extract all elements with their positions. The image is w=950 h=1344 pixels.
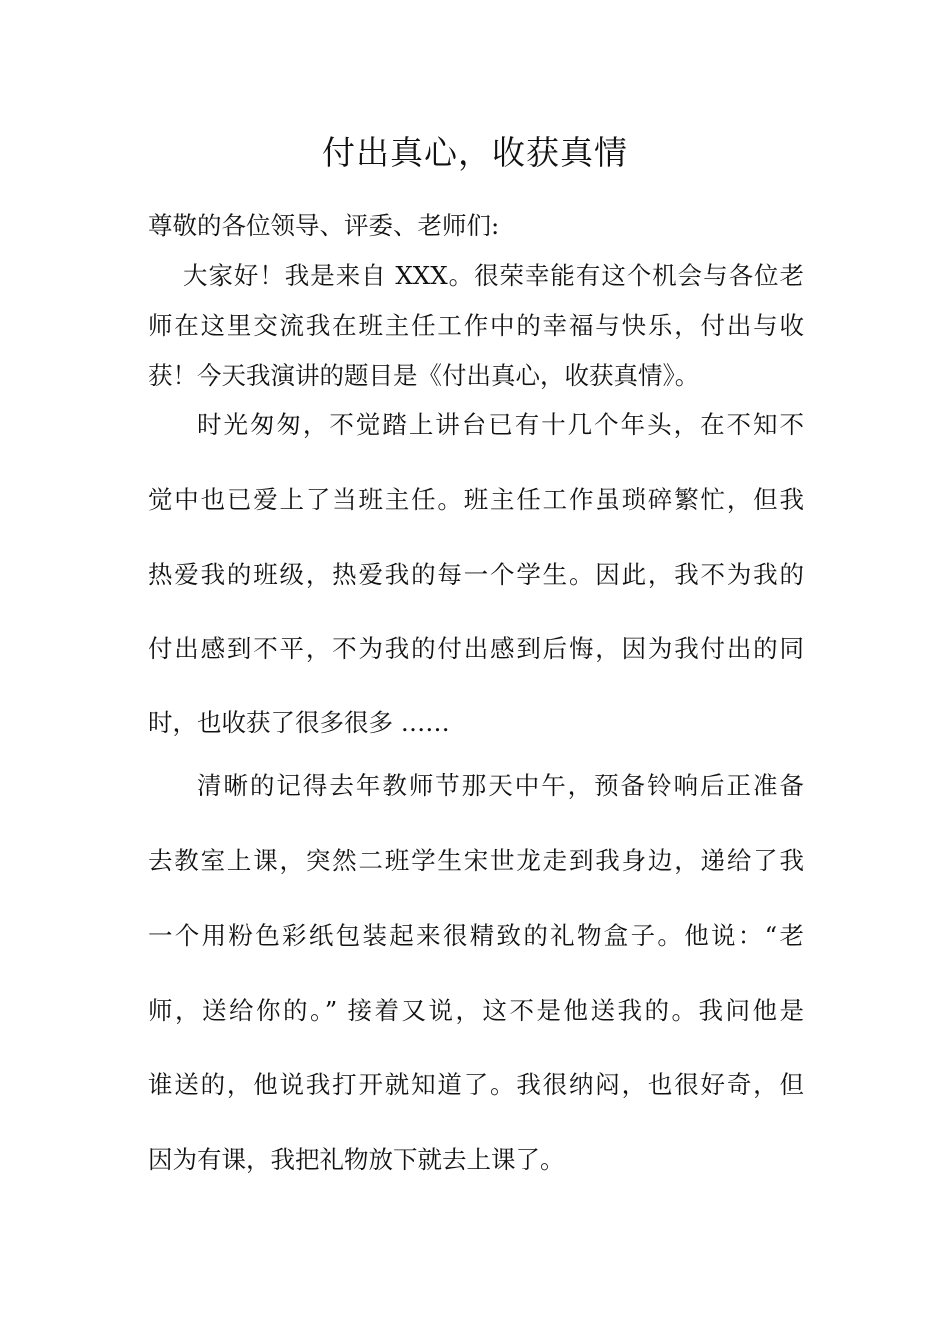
paragraph-3-line-2: 去教室上课，突然二班学生宋世龙走到我身边，递给了我 <box>148 846 804 875</box>
document-title: 付出真心，收获真情 <box>322 133 628 172</box>
paragraph-1-line-2: 师在这里交流我在班主任工作中的幸福与快乐，付出与收 <box>148 311 804 340</box>
paragraph-2-line-1: 时光匆匆，不觉踏上讲台已有十几个年头，在不知不 <box>197 410 804 439</box>
paragraph-2-line-5: 时，也收获了很多很多 …… <box>148 708 450 737</box>
paragraph-3-line-3: 一个用粉色彩纸包装起来很精致的礼物盒子。他说：“老 <box>148 921 804 950</box>
salutation: 尊敬的各位领导、评委、老师们: <box>148 211 500 240</box>
paragraph-3-line-6: 因为有课，我把礼物放下就去上课了。 <box>148 1145 565 1174</box>
paragraph-3-line-1: 清晰的记得去年教师节那天中午，预备铃响后正准备 <box>197 771 804 800</box>
paragraph-3-line-4: 师，送给你的。” 接着又说，这不是他送我的。我问他是 <box>148 996 804 1025</box>
paragraph-2-line-4: 付出感到不平，不为我的付出感到后悔，因为我付出的同 <box>148 634 804 663</box>
paragraph-1-line-1: 大家好！我是来自 XXX。很荣幸能有这个机会与各位老 <box>183 261 804 290</box>
paragraph-3-line-5: 谁送的，他说我打开就知道了。我很纳闷，也很好奇，但 <box>148 1070 804 1099</box>
paragraph-1-line-3: 获！今天我演讲的题目是《付出真心，收获真情》。 <box>148 361 700 390</box>
paragraph-2-line-2: 觉中也已爱上了当班主任。班主任工作虽琐碎繁忙，但我 <box>148 485 804 514</box>
paragraph-2-line-3: 热爱我的班级，热爱我的每一个学生。因此，我不为我的 <box>148 560 804 589</box>
